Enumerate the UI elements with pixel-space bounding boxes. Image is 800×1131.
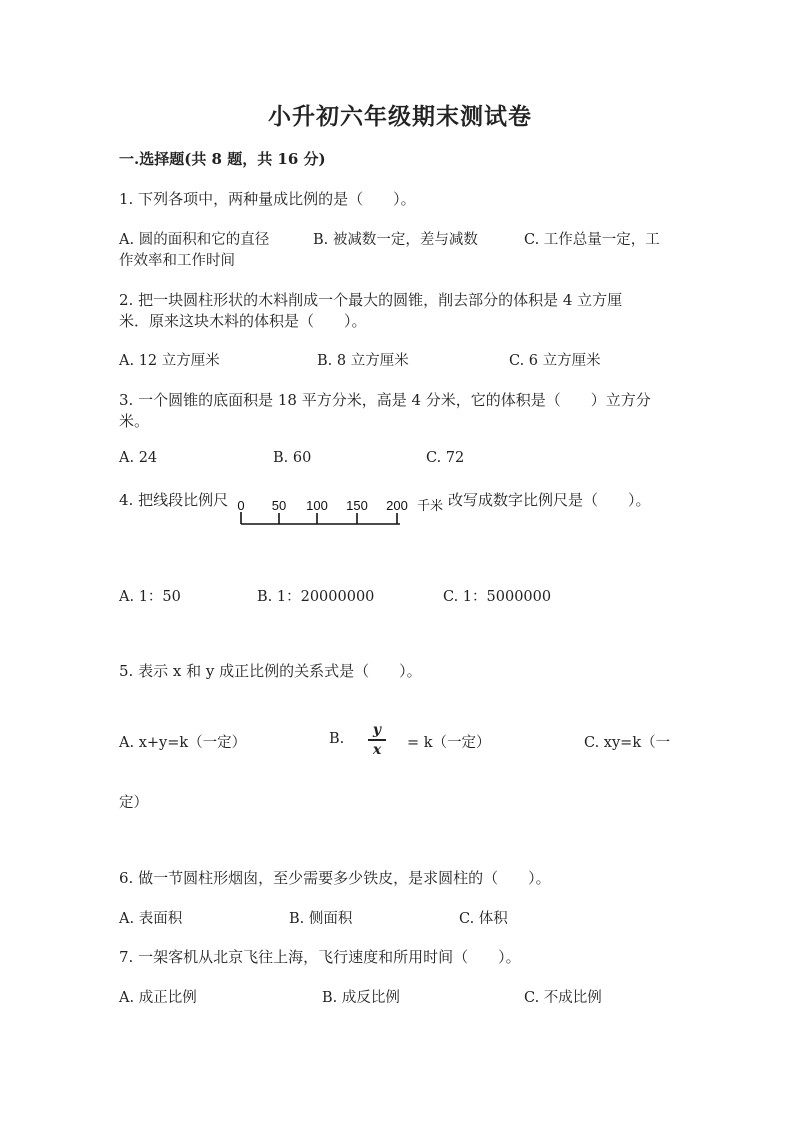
question-2-option-c[interactable]: C. 6 立方厘米 xyxy=(509,353,601,369)
question-6-option-b[interactable]: B. 侧面积 xyxy=(289,911,353,927)
line-scale-ruler xyxy=(236,496,448,528)
question-7-option-c[interactable]: C. 不成比例 xyxy=(524,990,602,1006)
question-3-text-line-2: 米。 xyxy=(119,412,150,430)
question-6-option-a[interactable]: A. 表面积 xyxy=(119,911,183,927)
question-6-text: 6. 做一节圆柱形烟囱，至少需要多少铁皮，是求圆柱的（ ）。 xyxy=(119,869,551,887)
question-1-option-c[interactable]: C. 工作总量一定，工 xyxy=(524,232,660,248)
fraction-numerator: y xyxy=(372,722,382,738)
question-7-option-b[interactable]: B. 成反比例 xyxy=(322,990,400,1006)
question-3-option-a[interactable]: A. 24 xyxy=(119,450,158,466)
question-1-option-b[interactable]: B. 被减数一定，差与减数 xyxy=(313,232,478,248)
question-4-text-start: 4. 把线段比例尺 xyxy=(119,491,229,509)
question-2-option-b[interactable]: B. 8 立方厘米 xyxy=(317,353,409,369)
question-1-text: 1. 下列各项中，两种量成比例的是（ ）。 xyxy=(119,190,416,208)
question-4-option-c[interactable]: C. 1：5000000 xyxy=(443,589,552,605)
question-5-option-c-continued: 定） xyxy=(119,795,148,811)
ruler-tick-label: 50 xyxy=(271,498,287,513)
question-5-text: 5. 表示 x 和 y 成正比例的关系式是（ ）。 xyxy=(119,662,422,680)
question-3-option-c[interactable]: C. 72 xyxy=(426,450,465,466)
question-7-option-a[interactable]: A. 成正比例 xyxy=(119,990,197,1006)
question-6-option-c[interactable]: C. 体积 xyxy=(459,911,508,927)
ruler-tick-label: 0 xyxy=(237,498,245,513)
question-5-option-a[interactable]: A. x+y=k（一定） xyxy=(119,735,247,751)
question-2-text-line-2: 米．原来这块木料的体积是（ ）。 xyxy=(119,312,367,330)
fraction-denominator: x xyxy=(372,741,382,758)
question-2-text-line-1: 2. 把一块圆柱形状的木料削成一个最大的圆锥，削去部分的体积是 4 立方厘 xyxy=(119,291,623,309)
question-5-option-b-rest: = k（一定） xyxy=(407,735,491,751)
question-2-option-a[interactable]: A. 12 立方厘米 xyxy=(119,353,220,369)
ruler-unit-label: 千米 xyxy=(416,498,444,513)
question-1-option-c-continued: 作效率和工作时间 xyxy=(119,253,235,269)
question-7-text: 7. 一架客机从北京飞往上海，飞行速度和所用时间（ ）。 xyxy=(119,948,521,966)
question-4-option-a[interactable]: A. 1：50 xyxy=(119,589,181,605)
ruler-tick-label: 200 xyxy=(386,498,408,513)
question-4-option-b[interactable]: B. 1：20000000 xyxy=(257,589,375,605)
question-5-option-b-label[interactable]: B. xyxy=(329,731,345,747)
ruler-tick-label: 100 xyxy=(306,498,328,513)
question-5-option-c[interactable]: C. xy=k（一 xyxy=(584,735,671,751)
page-title: 小升初六年级期末测试卷 xyxy=(268,103,532,130)
question-1-option-a[interactable]: A. 圆的面积和它的直径 xyxy=(119,232,270,248)
question-4-text-end: 改写成数字比例尺是（ ）。 xyxy=(448,491,651,509)
fraction-bar xyxy=(368,739,386,741)
section-heading: 一.选择题(共 8 题，共 16 分) xyxy=(119,150,326,168)
question-3-option-b[interactable]: B. 60 xyxy=(273,450,312,466)
fraction-y-over-x xyxy=(368,722,386,758)
ruler-tick-label: 150 xyxy=(346,498,368,513)
question-3-text-line-1: 3. 一个圆锥的底面积是 18 平方分米，高是 4 分米，它的体积是（ ）立方分 xyxy=(119,391,651,409)
